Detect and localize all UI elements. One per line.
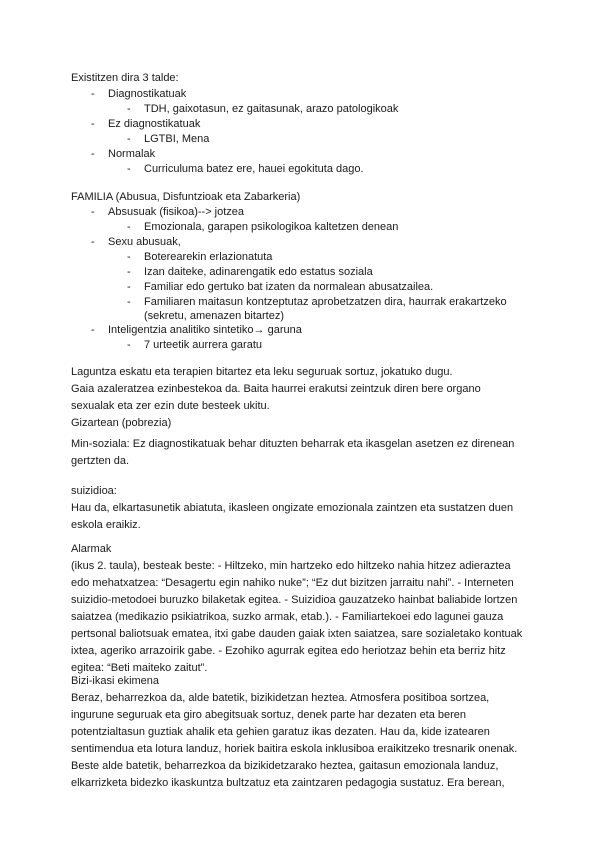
familia-sub-item-continuation: (sekretu, amenazen bitartez) xyxy=(144,310,285,322)
list-dash: - xyxy=(91,88,95,100)
minsozial-paragraph xyxy=(71,436,539,470)
familia-sub-item: Emozionala, garapen psikologikoa kaltetzen denean xyxy=(144,221,399,233)
list-dash: - xyxy=(127,339,131,351)
familia-item: Sexu abusuak, xyxy=(108,236,181,248)
group-sub-item: Curriculuma batez ere, hauei egokituta dago. xyxy=(144,163,364,175)
list-dash: - xyxy=(91,206,95,218)
laguntza-paragraph xyxy=(71,364,539,432)
familia-sub-item: Familiar edo gertuko bat izaten da normalean abusatzailea. xyxy=(144,281,434,293)
list-dash: - xyxy=(127,133,131,145)
paragraph-line: Laguntza eskatu eta terapien bitartez eta leku seguruak sortuz, jokatuko dugu. xyxy=(71,366,453,378)
list-dash: - xyxy=(127,103,131,115)
paragraph-line: suizidio-metodoei buruzko bilaketak egitea. - Suizidioa gauzatzeko hainbat baliabide lortzen xyxy=(71,594,518,606)
paragraph-line: Beste alde batetik, beharrezkoa da bizikidetzarako heztea, gaitasun emozionala landuz, xyxy=(71,760,499,772)
paragraph-line: Min-soziala: Ez diagnostikatuak behar dituzten beharrak eta ikasgelan asetzen ez direnean xyxy=(71,438,515,450)
paragraph-line: Gizartean (pobrezia) xyxy=(71,417,172,429)
paragraph-line: egitea: “Beti maiteko zaitut”. xyxy=(71,662,208,674)
group-sub-item: TDH, gaixotasun, ez gaitasunak, arazo patologikoak xyxy=(144,103,399,115)
paragraph-line: ingurune seguruak eta giro abegitsuak sortuz, denek parte har dezaten eta beren xyxy=(71,709,467,721)
list-dash: - xyxy=(127,163,131,175)
paragraph-line: Hau da, elkartasunetik abiatuta, ikasleen ongizate emozionala zaintzen eta sustatzen duen xyxy=(71,502,514,514)
familia-sub-item: Izan daiteke, adinarengatik edo estatus soziala xyxy=(144,266,373,278)
paragraph-line: eskola eraikiz. xyxy=(71,519,141,531)
paragraph-line: ixtea, ageriko arrazoirik gabe. - Ezohiko agurrak egitea edo heriotzaz behin eta berriz hitz xyxy=(71,645,506,657)
paragraph-line: elkarrizketa bidezko ikaskuntza bultzatuz eta zaintzaren pedagogia sustatuz. Era berean, xyxy=(71,777,505,789)
paragraph-line: saiatzea (medikazio psikiatrikoa, suzko armak, etab.). - Familiartekoei edo lagunei gauza xyxy=(71,611,504,623)
paragraph-line: gertzten da. xyxy=(71,455,130,467)
suizidioa-section xyxy=(71,483,539,534)
section-heading: suizidioa: xyxy=(71,485,117,497)
section-heading: Alarmak xyxy=(71,543,112,555)
list-dash: - xyxy=(91,118,95,130)
group-sub-item: LGTBI, Mena xyxy=(144,133,210,145)
familia-sub-item: 7 urteetik aurrera garatu xyxy=(144,339,263,351)
paragraph-line: sexualak eta zer ezin dute besteek ukitu. xyxy=(71,400,270,412)
group-label: Ez diagnostikatuak xyxy=(108,118,201,130)
group-label: Normalak xyxy=(108,148,156,160)
paragraph-line: (ikus 2. taula), besteak beste: - Hiltzeko, min hartzeko edo hiltzeko nahia hitzez adieraztea xyxy=(71,560,511,572)
section-heading: Bizi-ikasi ekimena xyxy=(71,675,160,687)
list-dash: - xyxy=(127,251,131,263)
bizi-ikasi-section xyxy=(71,673,539,792)
paragraph-line: sentimendua eta lotura landuz, horiek baitira eskola inklusiboa eraikitzeko tresnarik onenak. xyxy=(71,743,518,755)
paragraph-line: edo mehatxatzea: “Desagertu egin nahiko nuke”; “Ez dut bizitzen jarraitu nahi”. - Interneten xyxy=(71,577,514,589)
familia-item: Inteligentzia analitiko sintetiko→ garuna xyxy=(108,324,302,336)
list-dash: - xyxy=(127,221,131,233)
intro-text: Existitzen dira 3 talde: xyxy=(71,72,179,84)
paragraph-line: Gaia azaleratzea ezinbestekoa da. Baita haurrei erakutsi zeintzuk diren bere organo xyxy=(71,383,481,395)
paragraph-line: Beraz, beharrezkoa da, alde batetik, bizikidetzan heztea. Atmosfera positiboa sortzea, xyxy=(71,692,490,704)
list-dash: - xyxy=(127,296,131,308)
familia-sub-item: Boterearekin erlazionatuta xyxy=(144,251,273,263)
paragraph-line: pertsonal baliotsuak ematea, itxi gabe dauden gaiak ixten saiatzea, sare sozialetako kontuak xyxy=(71,628,523,640)
list-dash: - xyxy=(91,236,95,248)
list-dash: - xyxy=(91,324,95,336)
alarmak-section xyxy=(71,541,539,677)
list-dash: - xyxy=(127,281,131,293)
familia-item: Absusuak (fisikoa)--> jotzea xyxy=(108,206,245,218)
familia-sub-item: Familiaren maitasun kontzeptutaz aprobetzatzen dira, haurrak erakartzeko xyxy=(144,296,507,308)
list-dash: - xyxy=(127,266,131,278)
paragraph-line: potentzialtasun guztiak ahalik eta gehien garatuz ikas dezaten. Hau da, kide izatearen xyxy=(71,726,490,738)
familia-title: FAMILIA (Abusua, Disfuntzioak eta Zabarkeria) xyxy=(71,191,301,203)
list-dash: - xyxy=(91,148,95,160)
group-label: Diagnostikatuak xyxy=(108,88,187,100)
